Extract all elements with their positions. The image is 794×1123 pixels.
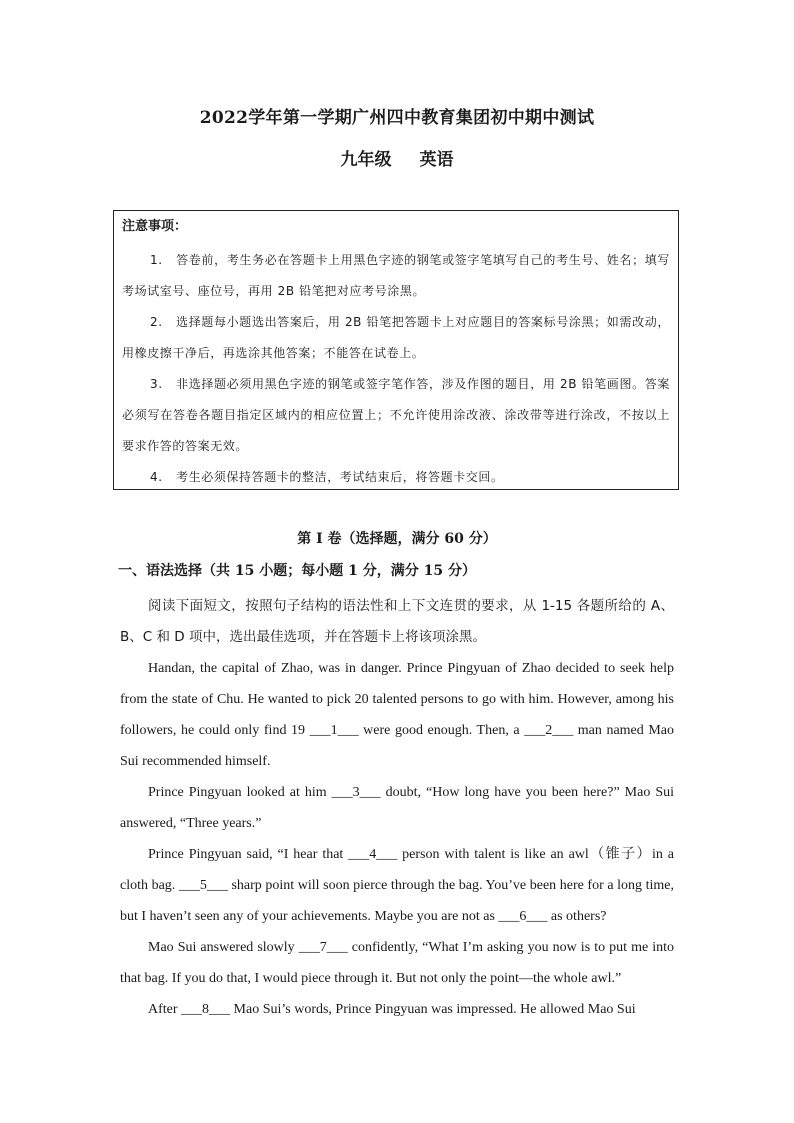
passage-paragraph-1: Handan, the capital of Zhao, was in danger. Prince Pingyuan of Zhao decided to seek help from the state of Chu. He wanted to pick 20 talented persons to go with him. However, among his followers, he could only find 19 ___1___ were good enough. Then, a ___2___ man named Mao Sui recommended himself. xyxy=(120,661,674,769)
notice-item-text: 选择题每小题选出答案后，用 2B 铅笔把答题卡上对应题目的答案标号涂黑；如需改动，用橡皮擦干净后，再选涂其他答案；不能答在试卷上。 xyxy=(122,315,670,360)
passage-paragraph-5: After ___8___ Mao Sui’s words, Prince Pingyuan was impressed. He allowed Mao Sui xyxy=(148,1002,636,1017)
exam-title: 2022学年第一学期广州四中教育集团初中期中测试 xyxy=(199,108,595,128)
notice-item-3 xyxy=(122,369,670,462)
part-heading: 一、语法选择（共 15 小题；每小题 1 分，满分 15 分） xyxy=(118,563,476,579)
passage-paragraph-3: Prince Pingyuan said, “I hear that ___4___ person with talent is like an awl（锥子）in a cloth bag. ___5___ sharp point will soon pierce through the bag. You’ve been here for a long time, but I haven’t seen any of your achievements. Maybe you are not as ___6___ as others? xyxy=(120,847,674,924)
passage xyxy=(120,591,674,1025)
notice-item-number: 3. xyxy=(150,377,163,391)
notice-item-text: 考生必须保持答题卡的整洁，考试结束后，将答题卡交回。 xyxy=(176,470,504,484)
grade-label: 九年级 xyxy=(340,150,392,170)
notice-item-text: 答卷前，考生务必在答题卡上用黑色字迹的钢笔或签字笔填写自己的考生号、姓名；填写考场试室号、座位号，再用 2B 铅笔把对应考号涂黑。 xyxy=(122,253,670,298)
notice-item-4 xyxy=(122,462,670,493)
notice-item-1 xyxy=(122,245,670,307)
passage-paragraph-2: Prince Pingyuan looked at him ___3___ doubt, “How long have you been here?” Mao Sui answered, “Three years.” xyxy=(120,785,674,831)
notice-item-number: 2. xyxy=(150,315,163,329)
notice-item-2 xyxy=(122,307,670,369)
section-title: 第 I 卷（选择题，满分 60 分） xyxy=(297,531,497,547)
notice-item-number: 1. xyxy=(150,253,163,267)
passage-paragraph-4: Mao Sui answered slowly ___7___ confidently, “What I’m asking you now is to put me into that bag. If you do that, I would piece through it. But not only the point—the whole awl.” xyxy=(120,940,674,986)
notice-box xyxy=(113,210,679,490)
subject-label: 英语 xyxy=(419,150,454,170)
notice-item-text: 非选择题必须用黑色字迹的钢笔或签字笔作答，涉及作图的题目，用 2B 铅笔画图。答案必须写在答卷各题目指定区域内的相应位置上；不允许使用涂改液、涂改带等进行涂改，不按以上要求作答的答案无效。 xyxy=(122,377,670,453)
notice-heading: 注意事项： xyxy=(122,219,188,234)
notice-item-number: 4. xyxy=(150,470,163,484)
passage-instruction: 阅读下面短文，按照句子结构的语法性和上下文连贯的要求，从 1-15 各题所给的 A、B、C 和 D 项中，选出最佳选项，并在答题卡上将该项涂黑。 xyxy=(120,598,674,645)
exam-subtitle xyxy=(0,145,794,170)
